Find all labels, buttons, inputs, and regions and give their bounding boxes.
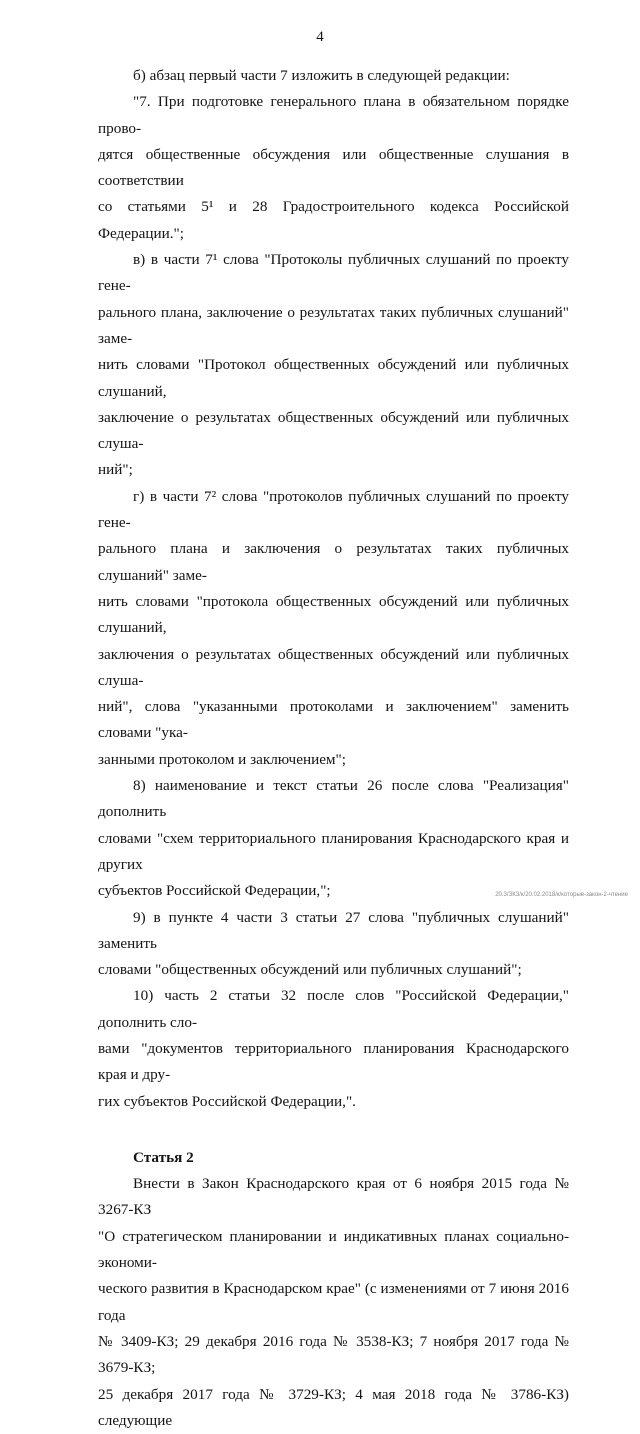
paragraph-g: г) в части 7² слова "протоколов публичных слушаний по проекту гене- рального плана и заключения о результатах таких публичных слушаний" заме- нить словами "протокола общественных обсуждений или публичных слушаний, заключения о результатах общественных обсуждений или публичных слуша- ний", слова "указанными протоколами и заключением" заменить словами "ука- занными протоколом и заключением"; (98, 487, 569, 768)
paragraph-b: б) абзац первый части 7 изложить в следующей редакции: (133, 67, 510, 84)
paragraph-8: 8) наименование и текст статьи 26 после слова "Реализация" дополнить словами "схем территориального планирования Краснодарского края и других субъектов Российской Федерации,"; (98, 777, 569, 900)
paragraph-v: в) в части 7¹ слова "Протоколы публичных слушаний по проекту гене- рального плана, заключение о результатах таких публичных слушаний" заме- нить словами "Протокол общественных обсуждений или публичных слушаний, заключение о результатах общественных обсуждений или публичных слуша- ний"; (98, 251, 569, 479)
page-number: 4 (316, 29, 324, 45)
paragraph-quote-7: "7. При подготовке генерального плана в обязательном порядке прово- дятся общественные обсуждения или общественные слушания в соответствии со статьями 5¹ и 28 Градостроительного кодекса Российской Федерации."; (98, 93, 569, 242)
paragraph-9: 9) в пункте 4 части 3 статьи 27 слова "публичных слушаний" заменить словами "общественных обсуждений или публичных слушаний"; (98, 908, 569, 979)
article-paragraph: Внести в Закон Краснодарского края от 6 ноября 2015 года № 3267-КЗ "О стратегическом планировании и индикативных планах социально-экономи- ческого развития в Краснодарском крае" (с изменениями от 7 июня 2016 года № 3409-КЗ; 29 декабря 2016 года № 3538-КЗ; 7 ноября 2017 года № 3679-КЗ; 25 декабря 2017 года № 3729-КЗ; 4 мая 2018 года № 3786-КЗ) следующие (98, 1175, 569, 1429)
footer-stamp: 20.3/ЗКЗ/к/20.02.2018/к/которые-закон-2-чтение (495, 892, 628, 898)
paragraph-10: 10) часть 2 статьи 32 после слов "Российской Федерации," дополнить сло- вами "документов территориального планирования Краснодарского края и дру- гих субъектов Российской Федерации,". (98, 987, 569, 1110)
document-body (98, 63, 569, 1434)
article-heading: Статья 2 (133, 1148, 194, 1166)
